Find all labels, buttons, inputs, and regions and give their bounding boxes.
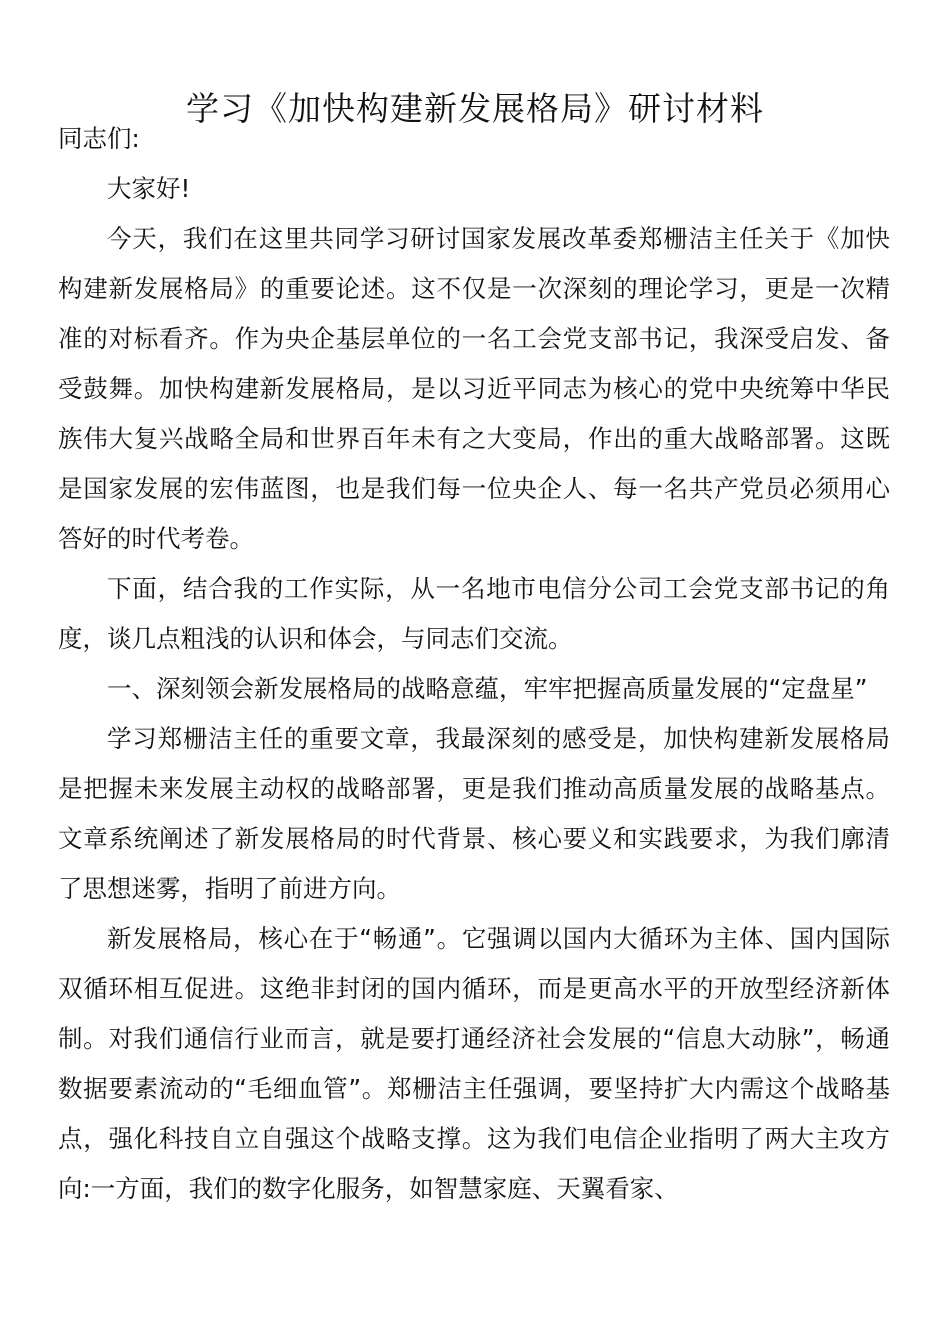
salutation: 同志们:	[58, 124, 140, 153]
paragraph-outline: 下面，结合我的工作实际，从一名地市电信分公司工会党支部书记的角度，谈几点粗浅的认识和体会，与同志们交流。	[58, 574, 890, 653]
paragraph-new-pattern: 新发展格局，核心在于“畅通”。它强调以国内大循环为主体、国内国际双循环相互促进。这绝非封闭的国内循环，而是更高水平的开放型经济新体制。对我们通信行业而言，就是要打通经济社会发展的“信息大动脉”，畅通数据要素流动的“毛细血管”。郑栅洁主任强调，要坚持扩大内需这个战略基点，强化科技自立自强这个战略支撑。这为我们电信企业指明了两大主攻方向:一方面，我们的数字化服务，如智慧家庭、天翼看家、	[58, 924, 890, 1203]
paragraph-intro: 今天，我们在这里共同学习研讨国家发展改革委郑栅洁主任关于《加快构建新发展格局》的重要论述。这不仅是一次深刻的理论学习，更是一次精准的对标看齐。作为央企基层单位的一名工会党支部书记，我深受启发、备受鼓舞。加快构建新发展格局，是以习近平同志为核心的党中央统筹中华民族伟大复兴战略全局和世界百年未有之大变局，作出的重大战略部署。这既是国家发展的宏伟蓝图，也是我们每一位央企人、每一名共产党员必须用心答好的时代考卷。	[58, 224, 890, 553]
section-heading-one: 一、深刻领会新发展格局的战略意蕴，牢牢把握高质量发展的“定盘星”	[107, 674, 868, 703]
greeting: 大家好!	[107, 174, 191, 203]
paragraph-study: 学习郑栅洁主任的重要文章，我最深刻的感受是，加快构建新发展格局是把握未来发展主动权的战略部署，更是我们推动高质量发展的战略基点。文章系统阐述了新发展格局的时代背景、核心要义和实践要求，为我们廓清了思想迷雾，指明了前进方向。	[58, 724, 890, 903]
document-title: 学习《加快构建新发展格局》研讨材料	[186, 89, 764, 129]
document-body	[58, 114, 890, 1214]
